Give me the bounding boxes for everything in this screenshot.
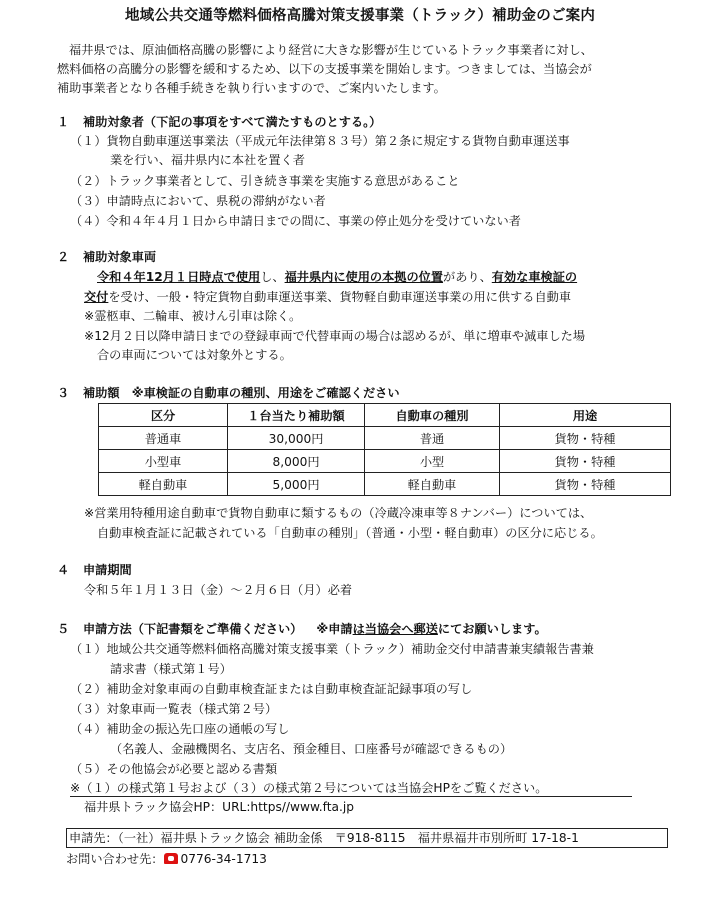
hp-note: ※（１）の様式第１号および（３）の様式第２号については当協会HPをご覧ください。 bbox=[70, 781, 548, 795]
table-cell: 貨物・特種 bbox=[500, 473, 671, 496]
section-number: ２ bbox=[57, 250, 70, 264]
eligibility-item: （３）申請時点において、県税の滞納がない者 bbox=[70, 194, 326, 208]
table-cell: 貨物・特種 bbox=[500, 450, 671, 473]
section-title: 補助対象者（下記の事項をすべて満たすものとする。） bbox=[83, 115, 382, 129]
section-number: １ bbox=[57, 115, 70, 129]
table-cell: 8,000円 bbox=[228, 450, 365, 473]
section-2-heading bbox=[57, 248, 156, 265]
eligibility-item: （２）トラック事業者として、引き続き事業を実施する意思があること bbox=[70, 174, 460, 188]
hp-url-link[interactable]: 福井県トラック協会HP：URL:https//www.fta.jp bbox=[84, 800, 354, 814]
table-row bbox=[99, 427, 671, 450]
page-title: 地域公共交通等燃料価格高騰対策支援事業（トラック）補助金のご案内 bbox=[124, 8, 596, 24]
document-item: （５）その他協会が必要と認める書類 bbox=[70, 762, 278, 776]
section-1-heading bbox=[57, 113, 381, 130]
table-cell: 軽自動車 bbox=[365, 473, 500, 496]
eligibility-item: （１）貨物自動車運送事業法（平成元年法律第８３号）第２条に規定する貨物自動車運送事 bbox=[70, 134, 570, 148]
condition-issue: 交付 bbox=[84, 290, 109, 304]
application-period: 令和５年１月１３日（金）～２月６日（月）必着 bbox=[84, 583, 353, 597]
heading-note: にてお願いします。 bbox=[437, 622, 547, 636]
document-item: 請求書（様式第１号） bbox=[110, 662, 232, 676]
table-cell: 5,000円 bbox=[228, 473, 365, 496]
document-item: （２）補助金対象車両の自動車検査証または自動車検査証記録事項の写し bbox=[70, 682, 473, 696]
table-header-row bbox=[99, 404, 671, 427]
document-item: （３）対象車両一覧表（様式第２号） bbox=[70, 702, 278, 716]
apply-to-box: 申請先：（一社）福井県トラック協会 補助金係 〒918-8115 福井県福井市別所町 17-18-1 bbox=[66, 828, 668, 848]
document-item: （４）補助金の振込先口座の通帳の写し bbox=[70, 722, 290, 736]
grant-amount-table bbox=[98, 403, 671, 496]
phone-icon bbox=[164, 853, 178, 864]
condition-inspection: 有効な車検証の bbox=[491, 270, 578, 284]
intro-line: 福井県では、原油価格高騰の影響により経営に大きな影響が生じているトラック事業者に対し、 bbox=[69, 43, 593, 57]
section-3-heading bbox=[57, 384, 400, 401]
vehicle-note: ※12月２日以降申請日までの登録車両で代替車両の場合は認めるが、単に増車や減車した場 bbox=[84, 329, 586, 343]
condition-text: し、 bbox=[260, 270, 285, 284]
vehicle-condition-line bbox=[84, 288, 571, 305]
heading-note: は bbox=[352, 622, 365, 636]
table-header: 用途 bbox=[500, 404, 671, 427]
document-item: （名義人、金融機関名、支店名、預金種目、口座番号が確認できるもの） bbox=[110, 742, 513, 756]
intro-paragraph bbox=[57, 41, 669, 98]
table-cell: 小型車 bbox=[99, 450, 228, 473]
table-header: 自動車の種別 bbox=[365, 404, 500, 427]
heading-note-mail: 当協会へ郵送 bbox=[364, 622, 438, 636]
hp-note-underline bbox=[70, 796, 632, 797]
grant-note: ※営業用特種用途自動車で貨物自動車に類するもの（冷蔵冷凍車等８ナンバー）については、 bbox=[84, 506, 593, 520]
contact-line bbox=[66, 850, 267, 867]
section-5-heading bbox=[57, 620, 547, 637]
table-cell: 軽自動車 bbox=[99, 473, 228, 496]
heading-note: ※申請 bbox=[316, 622, 353, 636]
condition-text: を受け、一般・特定貨物自動車運送事業、貨物軽自動車運送事業の用に供する自動車 bbox=[108, 290, 572, 304]
condition-text: があり、 bbox=[443, 270, 492, 284]
table-cell: 小型 bbox=[365, 450, 500, 473]
vehicle-note: 合の車両については対象外とする。 bbox=[97, 348, 292, 362]
section-title: 申請期間 bbox=[83, 563, 132, 577]
section-number: ３ bbox=[57, 386, 70, 400]
section-4-heading bbox=[57, 561, 132, 578]
condition-date: 令和４年12月１日時点で使用 bbox=[97, 270, 261, 284]
document-item: （１）地域公共交通等燃料価格高騰対策支援事業（トラック）補助金交付申請書兼実績報告書兼 bbox=[70, 642, 594, 656]
section-number: ４ bbox=[57, 563, 70, 577]
vehicle-note: ※霊柩車、二輪車、被けん引車は除く。 bbox=[84, 309, 302, 323]
contact-phone: 0776-34-1713 bbox=[180, 852, 267, 866]
intro-line: 燃料価格の高騰分の影響を緩和するため、以下の支援事業を開始します。つきましては、当協会が bbox=[57, 62, 592, 76]
condition-location: 福井県内に使用の本拠の位置 bbox=[284, 270, 444, 284]
intro-line: 補助事業者となり各種手続きを執り行いますので、ご案内いたします。 bbox=[57, 81, 446, 95]
grant-note: 自動車検査証に記載されている「自動車の種別」（普通・小型・軽自動車）の区分に応じる。 bbox=[97, 526, 603, 540]
contact-label: お問い合わせ先： bbox=[66, 852, 164, 866]
table-row bbox=[99, 473, 671, 496]
eligibility-item: （４）令和４年４月１日から申請日までの間に、事業の停止処分を受けていない者 bbox=[70, 214, 521, 228]
vehicle-condition-line bbox=[97, 268, 577, 285]
table-header: 区分 bbox=[99, 404, 228, 427]
table-cell: 普通車 bbox=[99, 427, 228, 450]
table-cell: 30,000円 bbox=[228, 427, 365, 450]
section-number: ５ bbox=[57, 622, 70, 636]
table-row bbox=[99, 450, 671, 473]
table-header: １台当たり補助額 bbox=[228, 404, 365, 427]
section-title: 補助額 ※車検証の自動車の種別、用途をご確認ください bbox=[83, 386, 400, 400]
eligibility-item: 業を行い、福井県内に本社を置く者 bbox=[110, 153, 305, 167]
section-title: 補助対象車両 bbox=[83, 250, 157, 264]
table-cell: 貨物・特種 bbox=[500, 427, 671, 450]
table-cell: 普通 bbox=[365, 427, 500, 450]
section-title: 申請方法（下記書類をご準備ください） bbox=[83, 622, 303, 636]
